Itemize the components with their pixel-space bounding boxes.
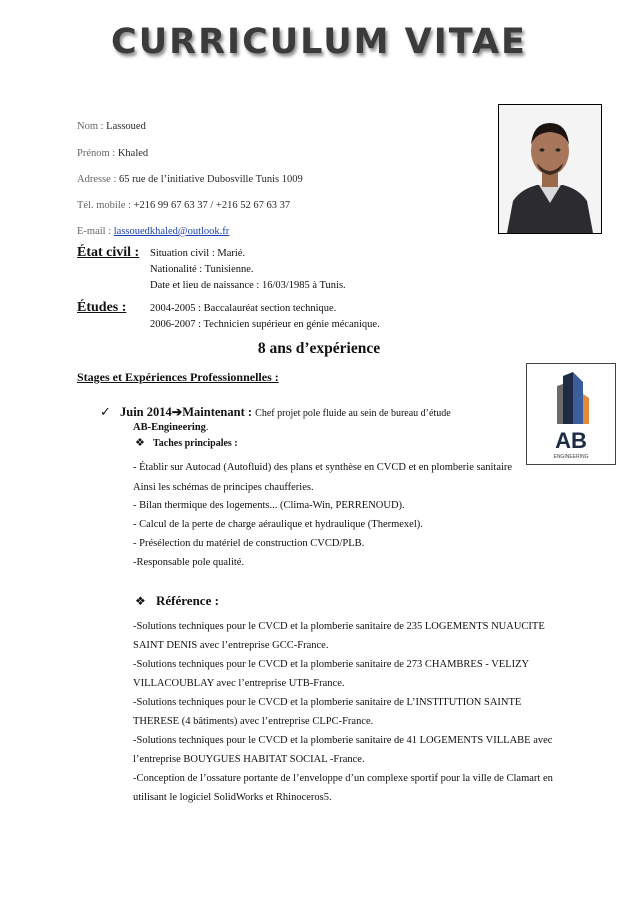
reference-line: -Solutions techniques pour le CVCD et la plomberie sanitaire de 41 LOGEMENTS VILLABE avec <box>133 735 553 746</box>
person-photo-icon <box>499 105 601 233</box>
phone-line <box>77 200 290 211</box>
diamond-bullet-icon: ❖ <box>135 437 145 449</box>
check-icon: ✓ <box>100 404 111 419</box>
task-item: - Établir sur Autocad (Autofluid) des plans et synthèse en CVCD et en plomberie sanitaire <box>133 462 513 473</box>
task-item: - Présélection du matériel de construction CVCD/PLB. <box>133 538 365 549</box>
arrow-icon: ➔ <box>171 405 183 419</box>
reference-line: THERESE (4 bâtiments) avec l’entreprise CLPC-France. <box>133 716 374 727</box>
name-line <box>77 121 146 132</box>
civil-status-line: Date et lieu de naissance : 16/03/1985 à Tunis. <box>150 280 346 291</box>
page-title: CURRICULUM VITAE <box>111 22 527 62</box>
logo-subtext: ENGINEERING <box>553 454 589 460</box>
reference-line: -Solutions techniques pour le CVCD et la plomberie sanitaire de L’INSTITUTION SAINTE <box>133 697 522 708</box>
education-line: 2006-2007 : Technicien supérieur en génie mécanique. <box>150 319 380 330</box>
company-name <box>133 422 209 433</box>
reference-line: -Solutions techniques pour le CVCD et la plomberie sanitaire de 273 CHAMBRES - VELIZY <box>133 659 530 670</box>
reference-line: -Conception de l’ossature portante de l’enveloppe d’un complexe sportif pour la ville de Clamart en <box>133 773 553 784</box>
experience-title: 8 ans d’expérience <box>257 340 381 357</box>
civil-status-line: Nationalité : Tunisienne. <box>150 264 254 275</box>
profile-photo <box>498 104 602 234</box>
reference-line: -Solutions techniques pour le CVCD et la plomberie sanitaire de 235 LOGEMENTS NUAUCITE <box>133 621 545 632</box>
task-item: Ainsi les schémas de principes chaufferies. <box>133 482 314 493</box>
job-description: Chef projet pole fluide au sein de bureau d’étude <box>255 408 451 419</box>
email-link[interactable]: lassouedkhaled@outlook.fr <box>113 226 230 237</box>
email-line <box>77 226 229 237</box>
tasks-heading: Taches principales : <box>153 438 238 449</box>
civil-status-heading: État civil : <box>77 245 140 260</box>
job-entry <box>120 404 451 420</box>
company-name-text: AB-Engineering <box>133 422 206 433</box>
diamond-bullet-icon: ❖ <box>135 594 146 608</box>
job-period-start: Juin 2014 <box>120 405 172 419</box>
address-line <box>77 174 303 185</box>
education-heading: Études : <box>77 300 127 315</box>
name-label: Nom : <box>77 121 104 132</box>
firstname-label: Prénom : <box>77 148 116 159</box>
email-label: E-mail : <box>77 226 112 237</box>
reference-line: VILLACOUBLAY avec l’entreprise UTB-France. <box>133 678 345 689</box>
logo-text: AB <box>555 428 587 453</box>
reference-line: l’entreprise BOUYGUES HABITAT SOCIAL -France. <box>133 754 365 765</box>
address-label: Adresse : <box>77 174 117 185</box>
internships-heading: Stages et Expériences Professionnelles : <box>77 370 279 384</box>
job-period-end: Maintenant : <box>182 405 253 419</box>
task-item: -Responsable pole qualité. <box>133 557 245 568</box>
task-item: - Calcul de la perte de charge aéraulique et hydraulique (Thermexel). <box>133 519 423 530</box>
company-suffix: . <box>205 422 209 433</box>
firstname-value: Khaled <box>117 148 149 159</box>
civil-status-line: Situation civil : Marié. <box>150 248 246 259</box>
address-value: 65 rue de l’initiative Dubosville Tunis 1009 <box>119 174 303 185</box>
firstname-line <box>77 148 148 159</box>
references-heading: Référence : <box>156 593 219 608</box>
phone-label: Tél. mobile : <box>77 200 131 211</box>
reference-line: utilisant le logiciel SolidWorks et Rhinoceros5. <box>133 792 332 803</box>
phone-value: +216 99 67 63 37 / +216 52 67 63 37 <box>133 200 291 211</box>
name-value: Lassoued <box>106 121 146 132</box>
reference-line: SAINT DENIS avec l’entreprise GCC-France. <box>133 640 329 651</box>
ab-engineering-logo-icon <box>527 364 615 464</box>
task-item: - Bilan thermique des logements... (Clima-Win, PERRENOUD). <box>133 500 405 511</box>
education-line: 2004-2005 : Baccalauréat section technique. <box>150 303 337 314</box>
company-logo <box>526 363 616 465</box>
